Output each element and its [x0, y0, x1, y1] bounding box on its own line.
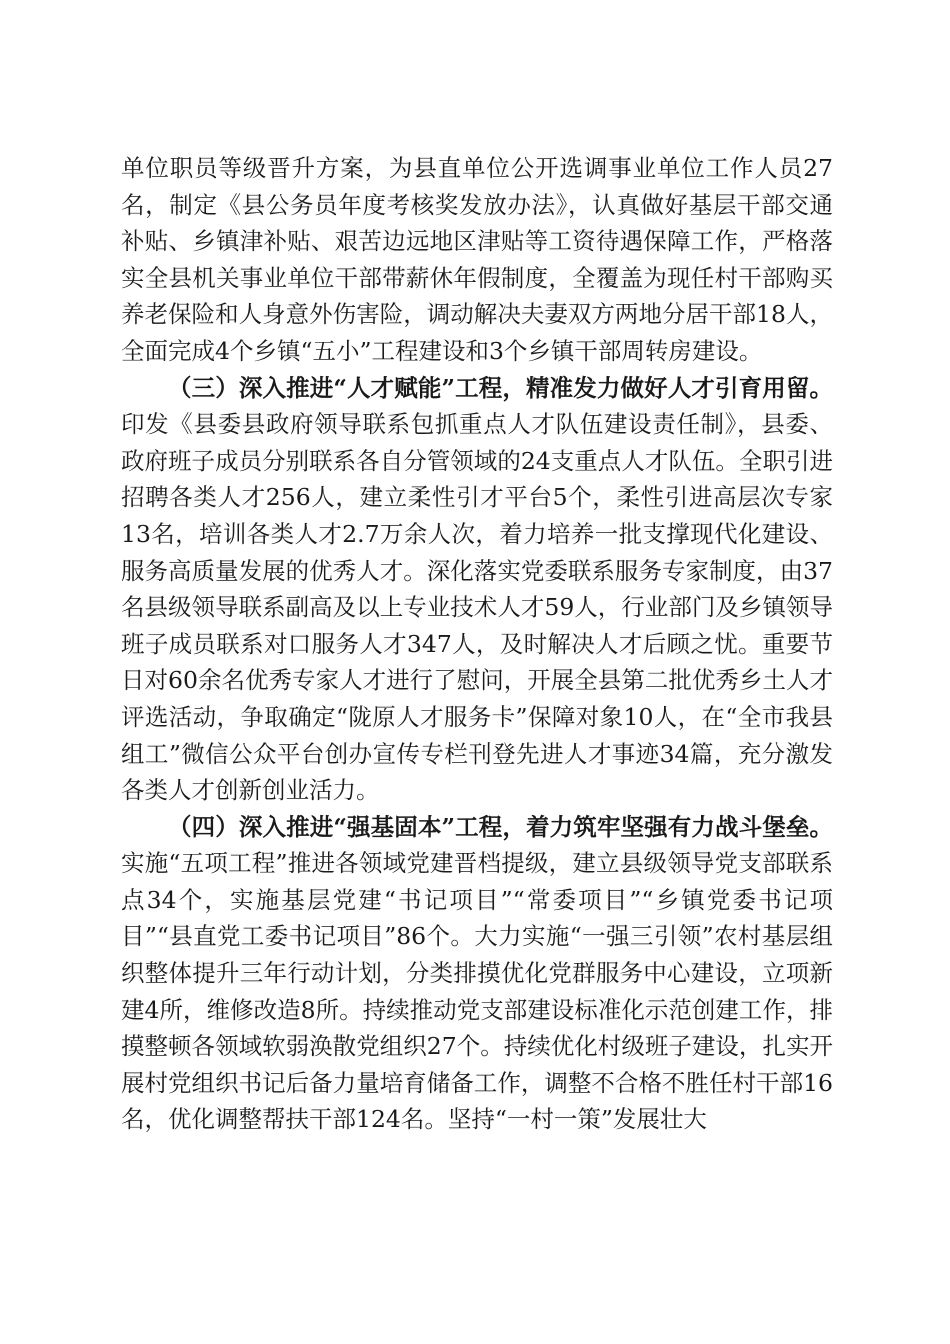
paragraph-text: 实施“五项工程”推进各领域党建晋档提级，建立县级领导党支部联系点34个，实施基层党建“书记项目”“常委项目”“乡镇党委书记项目”“县直党工委书记项目”86个。大力实施“一强三引领”农村基层组织整体提升三年行动计划，分类排摸优化党群服务中心建设，立项新建4所，维修改造8所。持续推动党支部建设标准化示范创建工作，排摸整顿各领域软弱涣散党组织27个。持续优化村级班子建设，扎实开展村党组织书记后备力量培育储备工作，调整不合格不胜任村干部16名，优化调整帮扶干部124名。坚持“一村一策”发展壮大 — [121, 849, 833, 1134]
paragraph-section-3 — [121, 370, 833, 809]
paragraph-text: 单位职员等级晋升方案，为县直单位公开选调事业单位工作人员27名，制定《县公务员年度考核奖发放办法》，认真做好基层干部交通补贴、乡镇津补贴、艰苦边远地区津贴等工资待遇保障工作，严格落实全县机关事业单位干部带薪休年假制度，全覆盖为现任村干部购买养老保险和人身意外伤害险，调动解决夫妻双方两地分居干部18人，全面完成4个乡镇“五小”工程建设和3个乡镇干部周转房建设。 — [121, 154, 833, 365]
section-heading-4: （四）深入推进“强基固本”工程，着力筑牢坚强有力战斗堡垒。 — [168, 812, 833, 841]
section-heading-3: （三）深入推进“人才赋能”工程，精准发力做好人才引育用留。 — [168, 373, 833, 402]
paragraph-text: 印发《县委县政府领导联系包抓重点人才队伍建设责任制》，县委、政府班子成员分别联系各自分管领域的24支重点人才队伍。全职引进招聘各类人才256人，建立柔性引才平台5个，柔性引进高层次专家13名，培训各类人才2.7万余人次，着力培养一批支撑现代化建设、服务高质量发展的优秀人才。深化落实党委联系服务专家制度，由37名县级领导联系副高及以上专业技术人才59人，行业部门及乡镇领导班子成员联系对口服务人才347人，及时解决人才后顾之忧。重要节日对60余名优秀专家人才进行了慰问，开展全县第二批优秀乡土人才评选活动，争取确定“陇原人才服务卡”保障对象10人，在“全市我县组工”微信公众平台创办宣传专栏刊登先进人才事迹34篇，充分激发各类人才创新创业活力。 — [121, 410, 833, 805]
paragraph-continuation — [121, 150, 833, 370]
document-body — [121, 150, 833, 1138]
paragraph-section-4 — [121, 809, 833, 1138]
